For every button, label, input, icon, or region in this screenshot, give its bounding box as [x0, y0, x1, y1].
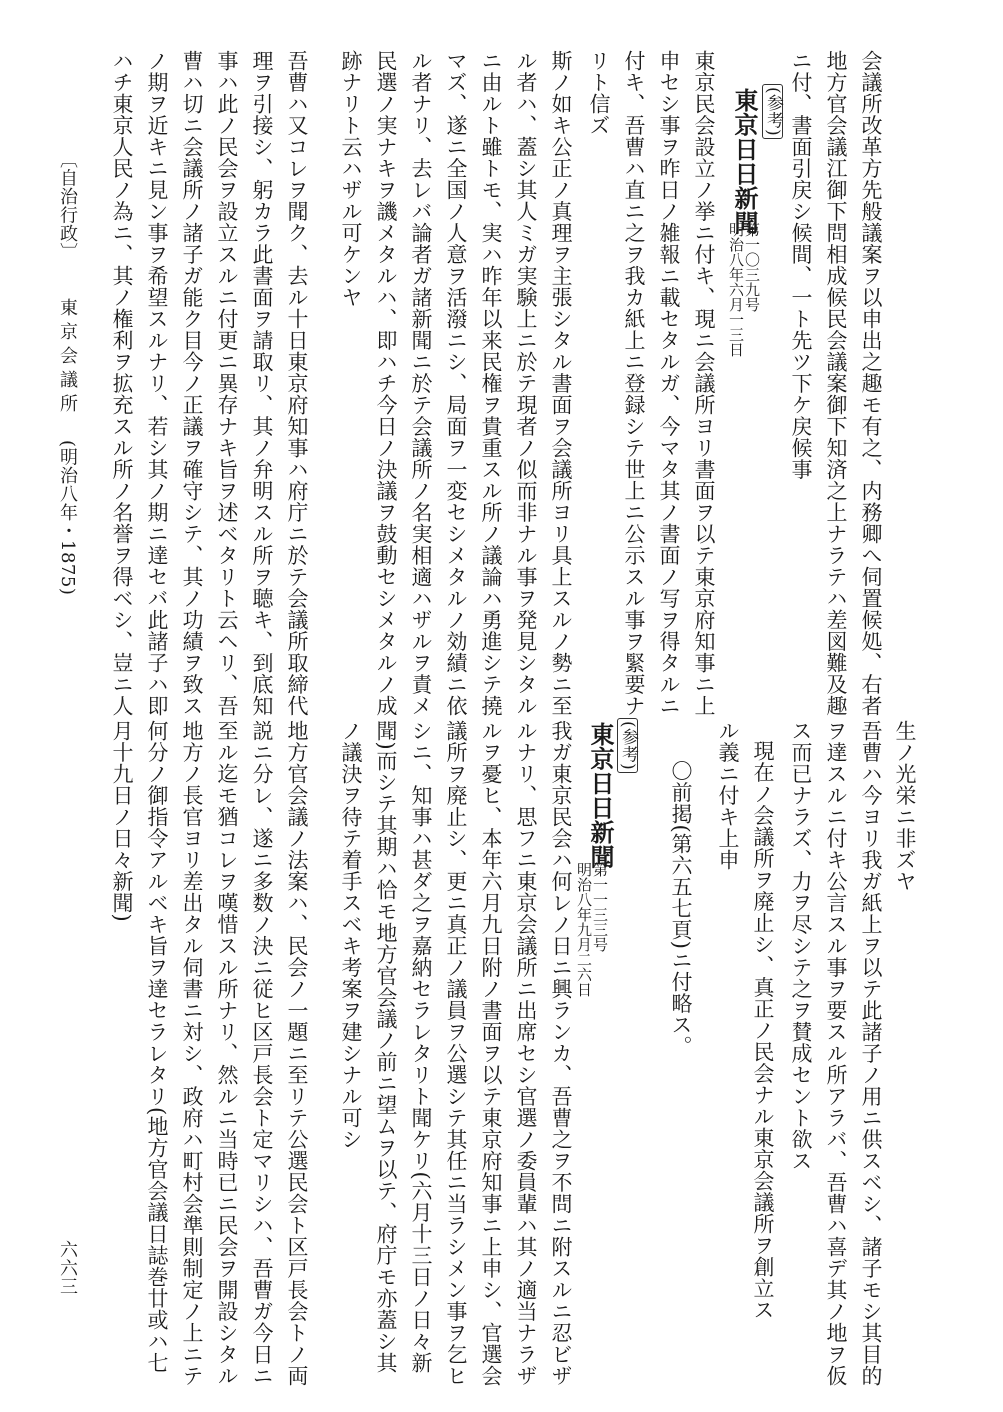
paragraph-line: 議所ヲ廃止シ、更ニ真正ノ議員ヲ公選シテ其任ニ当ラシメン事ヲ乞ヒ	[444, 720, 468, 1387]
paragraph-line: 会議所改革方先般議案ヲ以申出之趣モ有之、内務卿へ伺置候処、右者	[859, 50, 883, 717]
paragraph-line: 至ル迄モ猶コレヲ嘆惜スル所ナリ、然ルニ当時已ニ民会ヲ開設シタル	[215, 720, 239, 1387]
paragraph-line: 地方官会議ノ法案ハ、民会ノ一題ニ至リテ公選民会ト区戸長会トノ両	[285, 720, 309, 1387]
paragraph-line: 聞)而シテ其期ハ恰モ地方官会議ノ前ニ望ムヲ以テ、府庁モ亦蓋シ其	[374, 720, 398, 1374]
era-label: (明治八年・1875)	[57, 440, 78, 596]
paragraph-line: ヲ達スルニ付キ公言スル事ヲ要スル所アラバ、吾曹ハ喜デ其ノ地ヲ仮	[824, 720, 848, 1387]
paragraph-line: ス而已ナラズ、力ヲ尽シテ之ヲ賛成セント欲ス	[789, 720, 813, 1172]
paragraph-line: 跡ナリト云ハザル可ケンヤ	[339, 50, 363, 308]
paragraph-line: 曹ハ切ニ会議所ノ諸子ガ能ク目今ノ正議ヲ確守シテ、其ノ功績ヲ致ス	[180, 50, 204, 717]
paragraph-line: ノ議決ヲ待テ着手スベキ考案ヲ建シナル可シ	[339, 720, 363, 1150]
paragraph-line: ニ付、書面引戻シ候間、一ト先ツ下ケ戻候事	[789, 50, 813, 480]
paragraph-line: 月十九日ノ日々新聞)	[110, 720, 134, 923]
issue-date: 明治八年六月一三日	[727, 222, 745, 357]
paragraph-line: ル者ハ、蓋シ其人ミガ実験上ニ於テ現者ノ似而非ナル事ヲ発見シタル	[514, 50, 538, 717]
issue-date: 明治八年九月二六日	[575, 862, 593, 997]
paragraph-line: マズ、遂ニ全国ノ人意ヲ活潑ニシ、局面ヲ一変セシメタルノ効績ニ依	[444, 50, 468, 717]
paragraph-line: 申セシ事ヲ昨日ノ雑報ニ載セタルガ、今マタ其ノ書面ノ写ヲ得タルニ	[657, 50, 681, 717]
paragraph-line: 何分ノ御指令アルベキ旨ヲ達セラレタリ(地方官会議日誌巻廿或ハ七	[145, 720, 169, 1374]
reference-tag: (参考)	[762, 84, 783, 139]
reference-tag: (参考)	[617, 718, 638, 773]
page-number: 六六三	[57, 1240, 78, 1296]
issue-number: 第一〇三九号	[743, 222, 761, 312]
paragraph-line: 民選ノ実ナキヲ譏メタルハ、即ハチ今日ノ決議ヲ鼓動セシメタルノ成	[374, 50, 398, 717]
issue-number: 第一一三三号	[591, 862, 609, 952]
paragraph-line: 地方官会議江御下問相成候民会議案御下知済之上ナラテハ差図難及趣	[824, 50, 848, 717]
paragraph-line: 吾曹ハ今ヨリ我ガ紙上ヲ以テ此諸子ノ用ニ供スベシ、諸子モシ其目的	[859, 720, 883, 1387]
omission-note: 〇前掲(第六五七頁)ニ付略ス。	[669, 760, 693, 1057]
paragraph-line: ルヲ憂ヒ、本年六月九日附ノ書面ヲ以テ東京府知事ニ上申シ、官選会	[479, 720, 503, 1387]
paragraph-line: 現在ノ会議所ヲ廃止シ、真正ノ民会ナル東京会議所ヲ創立ス	[751, 740, 775, 1321]
newspaper-title: 東京日日新聞	[586, 722, 615, 869]
paragraph-line: シニ、知事ハ甚ダ之ヲ嘉納セラレタリト聞ケリ(六月十三日ノ日々新	[409, 720, 433, 1374]
paragraph-line: 生ノ光栄ニ非ズヤ	[893, 720, 917, 892]
section-label: 東京会議所	[57, 298, 78, 418]
paragraph-line: 斯ノ如キ公正ノ真理ヲ主張シタル書面ヲ会議所ヨリ具上スルノ勢ニ至	[549, 50, 573, 717]
paragraph-line: 東京民会設立ノ挙ニ付キ、現ニ会議所ヨリ書面ヲ以テ東京府知事ニ上	[692, 50, 716, 717]
paragraph-line: ニ由ルト雖トモ、実ハ昨年以来民権ヲ貴重スル所ノ議論ハ勇進シテ撓	[479, 50, 503, 717]
paragraph-line: ハチ東京人民ノ為ニ、其ノ権利ヲ拡充スル所ノ名誉ヲ得ベシ、豈ニ人	[110, 50, 134, 717]
paragraph-line: 事ハ此ノ民会ヲ設立スルニ付更ニ異存ナキ旨ヲ述ベタリト云ヘリ、吾	[215, 50, 239, 717]
paragraph-line: 地方ノ長官ヨリ差出タル伺書ニ対シ、政府ハ町村会準則制定ノ上ニテ	[180, 720, 204, 1387]
newspaper-title: 東京日日新聞	[730, 88, 759, 235]
paragraph-line: 我ガ東京民会ハ何レノ日ニ興ランカ、吾曹之ヲ不問ニ附スルニ忍ビザ	[549, 720, 573, 1387]
paragraph-line: ル者ナリ、去レバ論者ガ諸新聞ニ於テ会議所ノ名実相適ハザルヲ責メ	[409, 50, 433, 717]
paragraph-line: リト信ズ	[587, 50, 611, 136]
paragraph-line: 吾曹ハ又コレヲ聞ク、去ル十日東京府知事ハ府庁ニ於テ会議所取締代	[285, 50, 309, 717]
paragraph-line: ノ期ヲ近キニ見ン事ヲ希望スルナリ、若シ其ノ期ニ達セバ此諸子ハ即	[145, 50, 169, 717]
paragraph-line: ル義ニ付キ上申	[716, 720, 740, 871]
paragraph-line: 付キ、吾曹ハ直ニ之ヲ我カ紙上ニ登録シテ世上ニ公示スル事ヲ緊要ナ	[622, 50, 646, 717]
paragraph-line: 説ニ分レ、遂ニ多数ノ決ニ従ヒ区戸長会ト定マリシハ、吾曹ガ今日ニ	[250, 720, 274, 1387]
paragraph-line: ルナリ、思フニ東京会議所ニ出席セシ官選ノ委員輩ハ其ノ適当ナラザ	[514, 720, 538, 1387]
series-label: 〔自治行政〕	[57, 150, 78, 261]
paragraph-line: 理ヲ引接シ、躬カラ此書面ヲ請取リ、其ノ弁明スル所ヲ聴キ、到底知	[250, 50, 274, 717]
